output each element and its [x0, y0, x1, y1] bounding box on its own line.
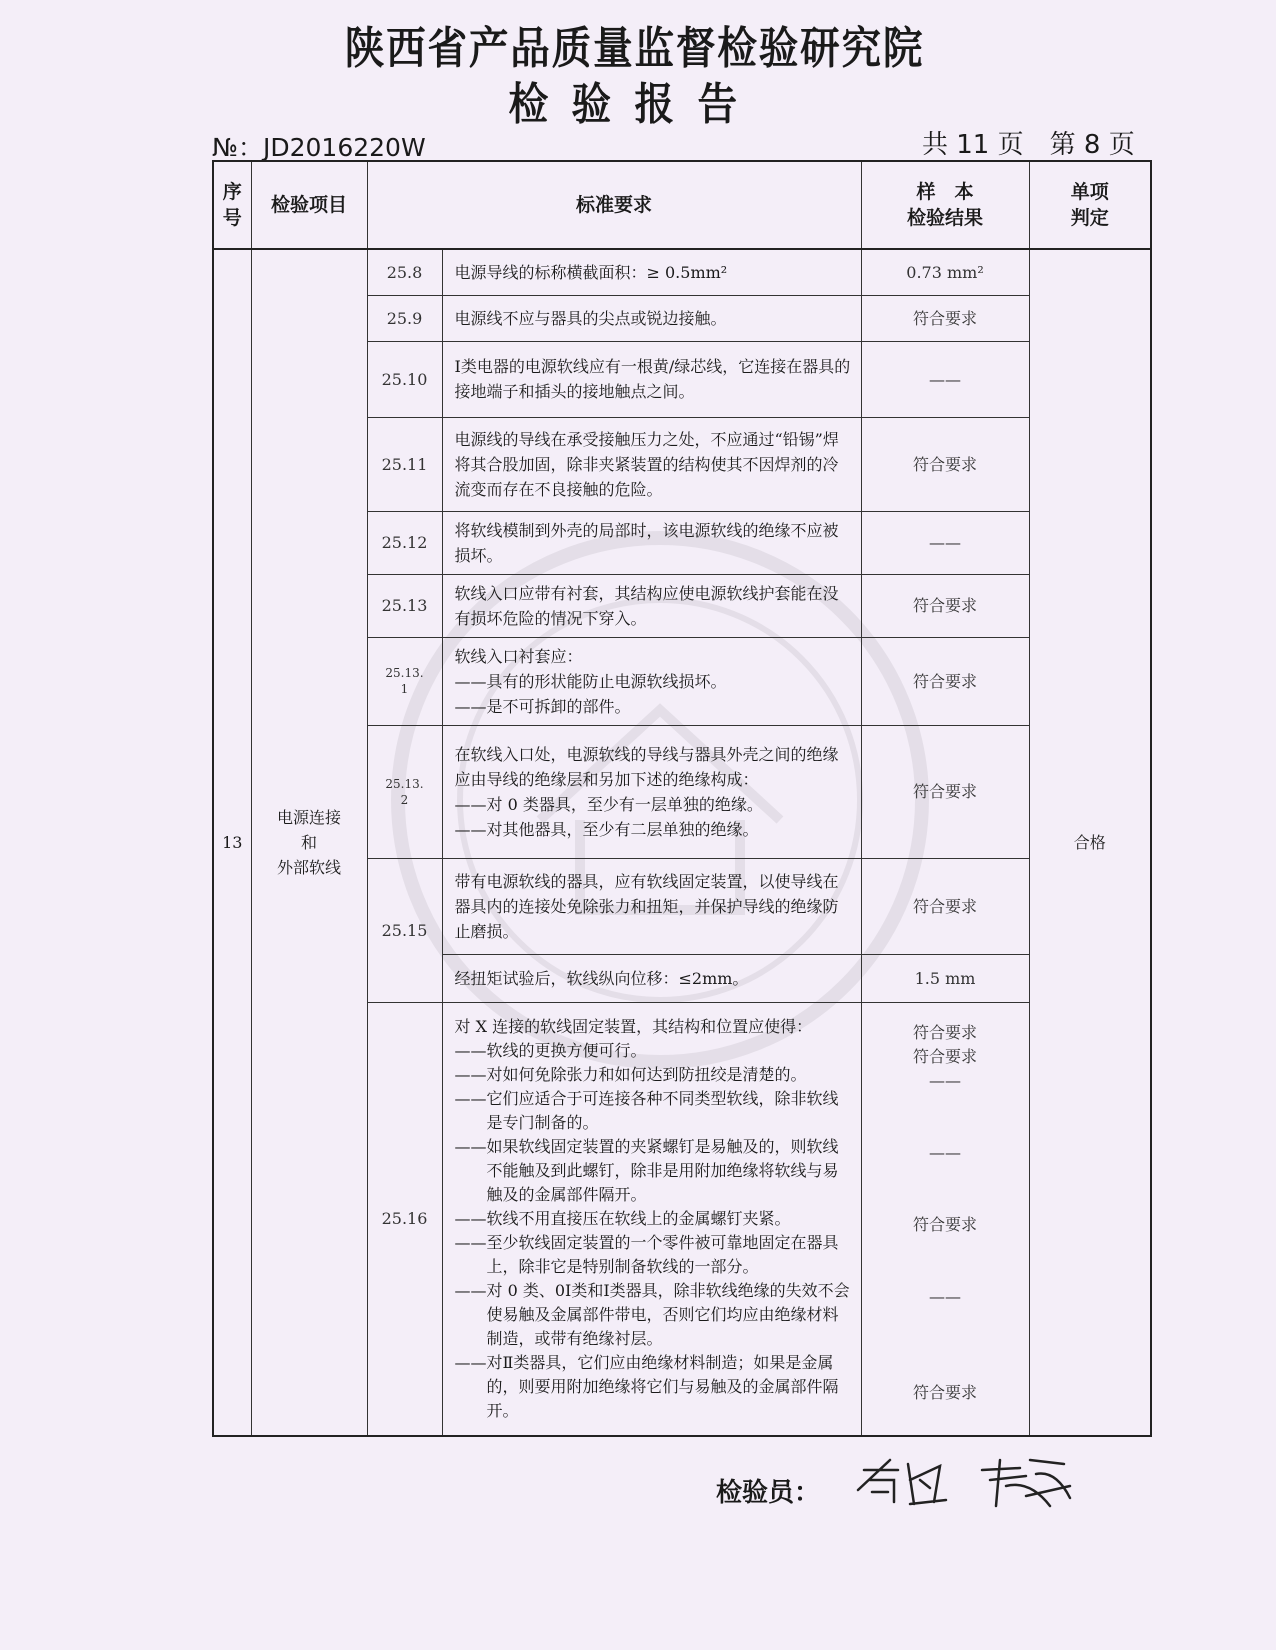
inspection-table: [212, 160, 1152, 1437]
requirement-text: [442, 637, 861, 725]
requirement-text: 经扭矩试验后，软线纵向位移：≤2mm。: [442, 954, 861, 1002]
requirement-text: 软线入口应带有衬套，其结构应使电源软线护套能在没有损坏危险的情况下穿入。: [442, 574, 861, 637]
clause-code: 25.13: [367, 574, 442, 637]
requirement-line: ——对Ⅱ类器具，它们应由绝缘材料制造；如果是金属的，则要用附加绝缘将它们与易触及的金属部件隔开。: [454, 1352, 839, 1420]
requirement-text: 带有电源软线的器具，应有软线固定装置，以使导线在器具内的连接处免除张力和扭矩，并保护导线的绝缘防止磨损。: [442, 858, 861, 954]
requirement-line: ——对 0 类、0Ⅰ类和Ⅰ类器具，除非软线绝缘的失效不会使易触及金属部件带电，否则它们均应由绝缘材料制造，或带有绝缘衬层。: [454, 1280, 850, 1348]
requirement-line: 对 X 连接的软线固定装置，其结构和位置应使得：: [454, 1016, 813, 1036]
result-line: [862, 1237, 1029, 1261]
result-cell: 0.73 mm²: [861, 249, 1029, 295]
clause-code: 25.9: [367, 295, 442, 341]
requirement-text: 电源线不应与器具的尖点或锐边接触。: [442, 295, 861, 341]
result-cell: 符合要求: [861, 858, 1029, 954]
result-line: [862, 1309, 1029, 1333]
result-cell: 1.5 mm: [861, 954, 1029, 1002]
col-result: 样 本 检验结果: [861, 161, 1029, 249]
result-line: [862, 1261, 1029, 1285]
requirement-line: ——如果软线固定装置的夹紧螺钉是易触及的，则软线不能触及到此螺钉，除非是用附加绝缘将软线与易触及的金属部件隔开。: [454, 1136, 839, 1204]
requirement-line: ——软线的更换方便可行。: [454, 1040, 647, 1060]
clause-code: 25.8: [367, 249, 442, 295]
requirement-text: Ⅰ类电器的电源软线应有一根黄/绿芯线，它连接在器具的接地端子和插头的接地触点之间。: [442, 341, 861, 417]
clause-code: 25.11: [367, 417, 442, 511]
table-row: [213, 249, 1151, 295]
inspector-signatures: [850, 1440, 1080, 1520]
result-cell: 符合要求: [861, 417, 1029, 511]
seq-cell: 13: [213, 249, 251, 1436]
org-name: 陕西省产品质量监督检验研究院: [344, 23, 925, 74]
result-line: 符合要求: [913, 1214, 978, 1234]
result-line: [862, 1117, 1029, 1141]
requirement-text: 电源线的导线在承受接触压力之处，不应通过“铅锡”焊将其合股加固，除非夹紧装置的结构使其不因焊剂的冷流变而存在不良接触的危险。: [442, 417, 861, 511]
col-item: 检验项目: [251, 161, 367, 249]
clause-code: 25.12: [367, 511, 442, 574]
result-line: 符合要求: [913, 1046, 978, 1066]
result-line: 符合要求: [913, 1022, 978, 1042]
requirement-text: 将软线模制到外壳的局部时，该电源软线的绝缘不应被损坏。: [442, 511, 861, 574]
requirement-text: 电源导线的标称横截面积：≥ 0.5mm²: [442, 249, 861, 295]
clause-code: 25.10: [367, 341, 442, 417]
result-cell: ——: [861, 511, 1029, 574]
requirement-text: [442, 1002, 861, 1436]
col-seq: 序号: [213, 161, 251, 249]
verdict-cell: 合格: [1029, 249, 1151, 1436]
result-cell: 符合要求: [861, 637, 1029, 725]
result-cell: ——: [861, 341, 1029, 417]
result-line: ——: [929, 1142, 962, 1162]
inspector-label: 检验员：: [716, 1478, 821, 1508]
requirement-line: ——至少软线固定装置的一个零件被可靠地固定在器具上，除非它是特别制备软线的一部分。: [454, 1232, 839, 1276]
item-cell: 电源连接 和 外部软线: [251, 249, 367, 1436]
requirement-line: ——具有的形状能防止电源软线损坏。: [454, 671, 727, 691]
clause-code: 25.13. 2: [367, 725, 442, 858]
result-cell: 符合要求: [861, 574, 1029, 637]
result-line: ——: [929, 1286, 962, 1306]
result-cell: 符合要求: [861, 295, 1029, 341]
requirement-line: ——它们应适合于可连接各种不同类型软线，除非软线是专门制备的。: [454, 1088, 839, 1132]
clause-code: 25.13. 1: [367, 637, 442, 725]
requirement-line: ——对其他器具，至少有二层单独的绝缘。: [454, 819, 759, 839]
total-pages: 共 11 页: [922, 130, 1024, 160]
requirement-line: ——对如何免除张力和如何达到防扭绞是清楚的。: [454, 1064, 807, 1084]
result-cell: [861, 1002, 1029, 1436]
result-line: [862, 1189, 1029, 1213]
report-number: №：JD2016220W: [212, 133, 426, 162]
result-cell: 符合要求: [861, 725, 1029, 858]
requirement-line: ——是不可拆卸的部件。: [454, 696, 631, 716]
col-verdict: 单项 判定: [1029, 161, 1151, 249]
result-line: ——: [929, 1070, 962, 1090]
requirement-line: ——软线不用直接压在软线上的金属螺钉夹紧。: [454, 1208, 791, 1228]
page-info: [922, 124, 1135, 161]
result-line: 符合要求: [913, 1382, 978, 1402]
current-page: 第 8 页: [1049, 130, 1135, 160]
table-header-row: [213, 161, 1151, 249]
clause-code: 25.16: [367, 1002, 442, 1436]
result-line: [862, 1093, 1029, 1117]
result-line: [862, 1165, 1029, 1189]
requirement-line: 软线入口衬套应：: [454, 646, 583, 666]
requirement-line: 在软线入口处，电源软线的导线与器具外壳之间的绝缘应由导线的绝缘层和另加下述的绝缘构成：: [454, 744, 839, 789]
clause-code: 25.15: [367, 858, 442, 1002]
requirement-text: [442, 725, 861, 858]
requirement-line: ——对 0 类器具，至少有一层单独的绝缘。: [454, 794, 763, 814]
result-line: [862, 1333, 1029, 1357]
col-requirement: 标准要求: [367, 161, 861, 249]
result-line: [862, 1357, 1029, 1381]
doc-title: 检验报告: [508, 79, 761, 130]
